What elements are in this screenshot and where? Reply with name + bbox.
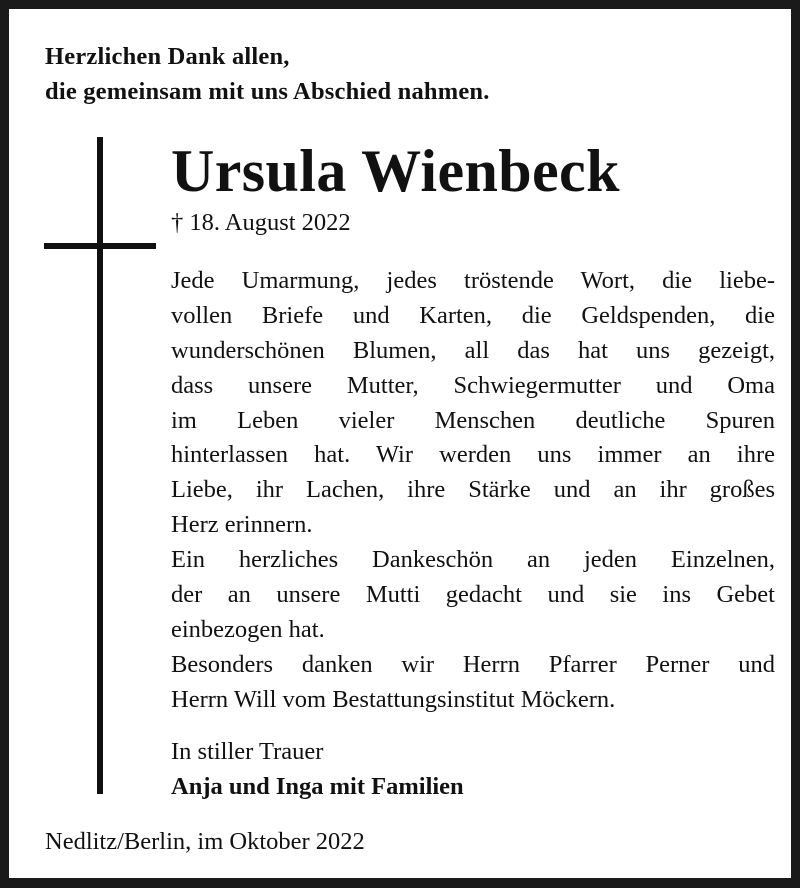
signature-names: Anja und Inga mit Familien xyxy=(171,773,464,800)
message-line: vollen Briefe und Karten, die Geldspenden, die xyxy=(171,301,775,329)
message-line: Jede Umarmung, jedes tröstende Wort, die liebe- xyxy=(171,267,775,294)
message-line: dass unsere Mutter, Schwiegermutter und Oma xyxy=(171,371,775,399)
message-line: Besonders danken wir Herrn Pfarrer Perner und xyxy=(171,650,775,678)
message-line: hinterlassen hat. Wir werden uns immer an ihre xyxy=(171,441,775,469)
message-line: Ein herzliches Dankeschön an jeden Einzelnen, xyxy=(171,546,775,574)
heading-line-1: Herzlichen Dank allen, xyxy=(45,43,290,70)
cross-icon-bar xyxy=(44,243,156,249)
death-date: † 18. August 2022 xyxy=(171,209,351,236)
message-line: Liebe, ihr Lachen, ihre Stärke und an ihr großes xyxy=(171,476,775,504)
message-line: einbezogen hat. xyxy=(171,615,325,643)
heading-line-2: die gemeinsam mit uns Abschied nahmen. xyxy=(45,78,490,105)
message-line: wunderschönen Blumen, all das hat uns gezeigt, xyxy=(171,336,775,364)
cross-icon xyxy=(97,137,103,794)
place-date: Nedlitz/Berlin, im Oktober 2022 xyxy=(45,828,365,855)
deceased-name: Ursula Wienbeck xyxy=(171,138,620,204)
thank-you-message xyxy=(171,264,775,718)
signature-intro: In stiller Trauer xyxy=(171,738,324,765)
message-line: Herz erinnern. xyxy=(171,511,313,539)
message-line: Herrn Will vom Bestattungsinstitut Möckern. xyxy=(171,685,616,713)
message-line: der an unsere Mutti gedacht und sie ins Gebet xyxy=(171,581,775,609)
signature-block xyxy=(171,734,464,804)
thank-you-heading xyxy=(45,39,490,109)
message-line: im Leben vieler Menschen deutliche Spuren xyxy=(171,406,775,434)
